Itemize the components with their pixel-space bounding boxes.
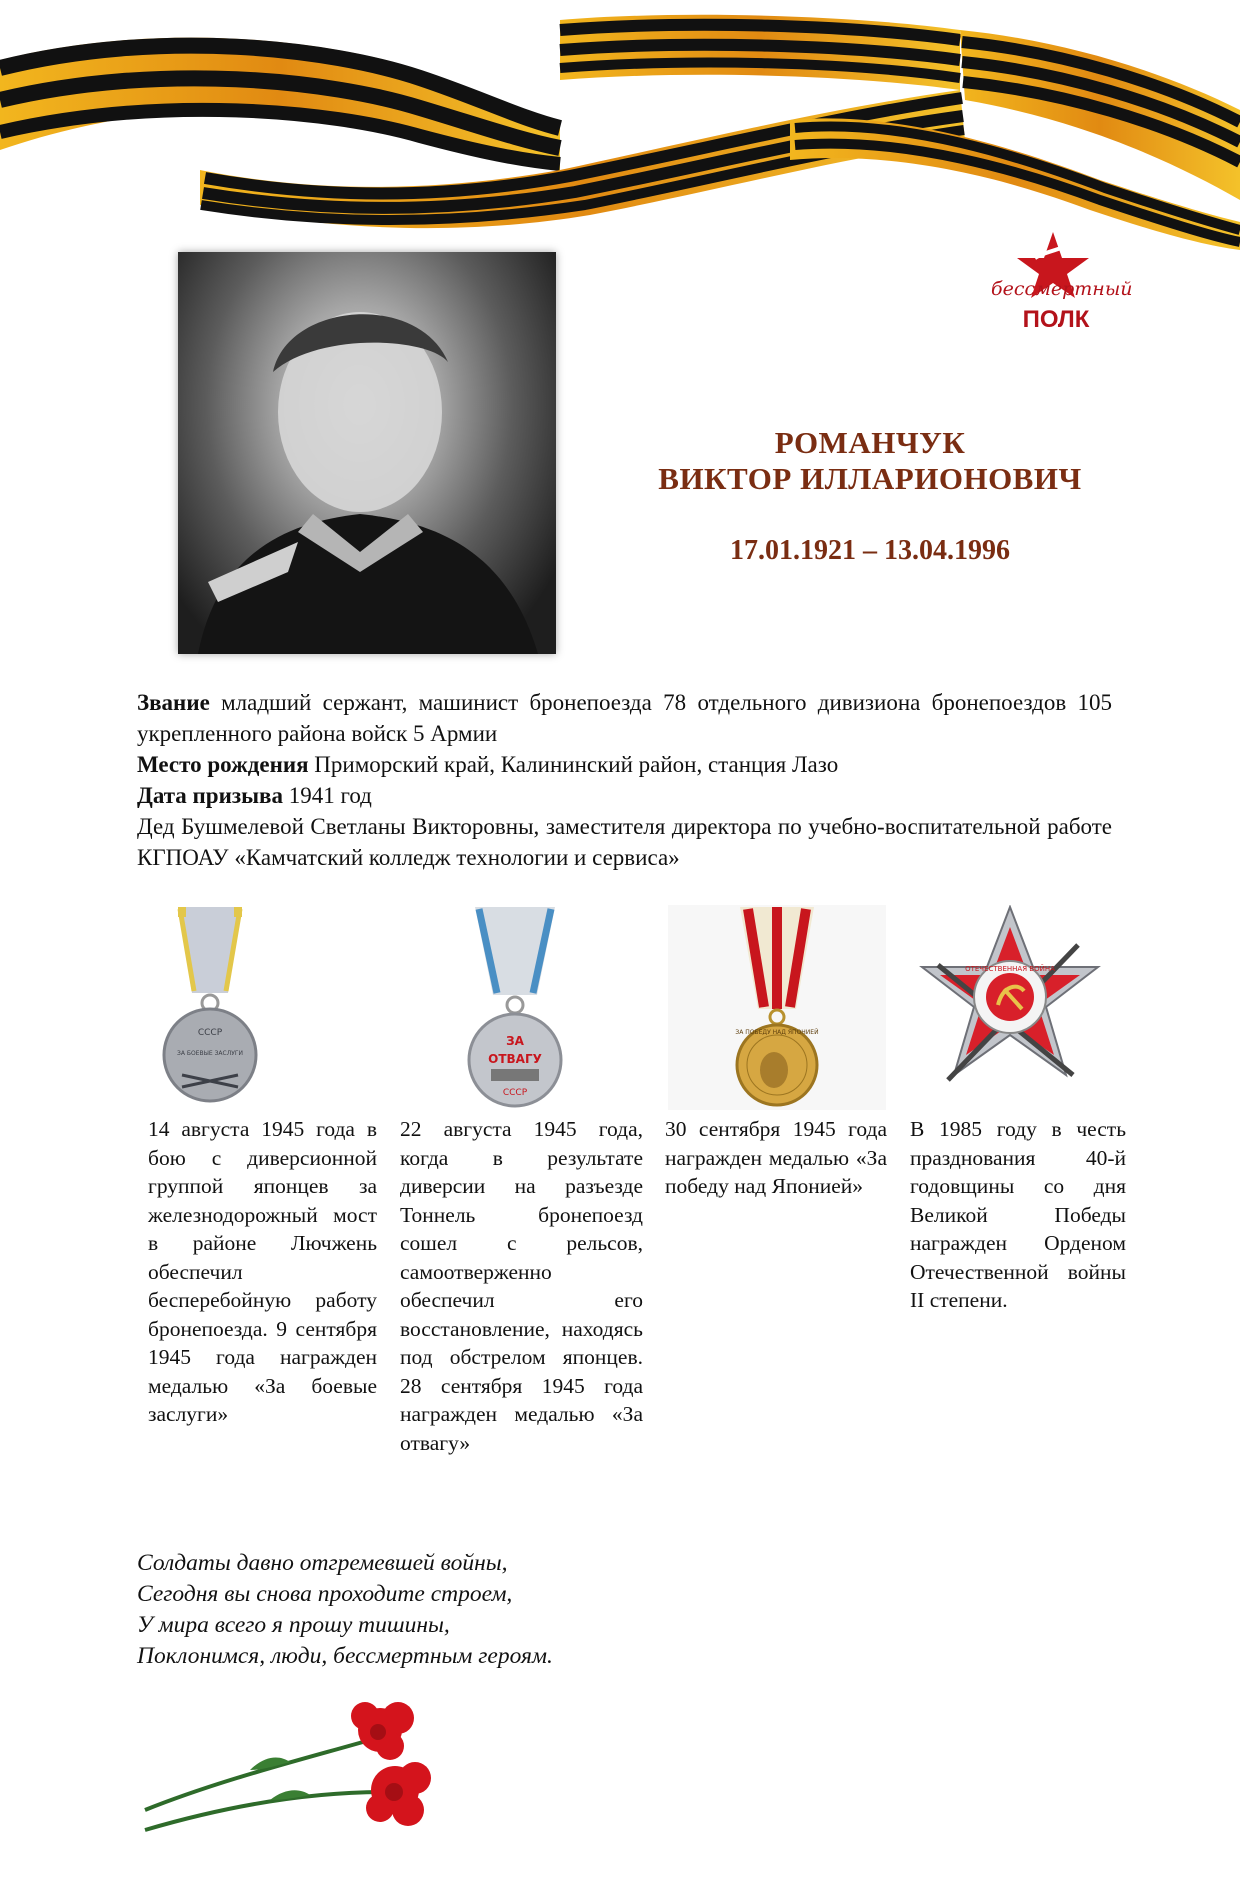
poem-line: Поклонимся, люди, бессмертным героям. <box>137 1643 553 1669</box>
poem-line: Солдаты давно отгремевшей войны, <box>137 1550 508 1576</box>
award-text-2: 22 августа 1945 года, когда в результате диверсии на разъезде Тоннель бронепоезд сошел с рельсов, самоотверженно обеспечил его восстановление, находясь под обстрелом японцев. 28 сентября 1945 года награжден медалью «За отвагу» <box>400 1117 643 1455</box>
order-patriotic-war-icon <box>908 905 1113 1110</box>
person-surname: РОМАНЧУК <box>774 425 966 460</box>
rank-value: младший сержант, машинист бронепоезда 78 отдельного дивизиона бронепоездов 105 укрепленного района войск 5 Армии <box>137 690 1112 746</box>
award-text-1: 14 августа 1945 года в бою с диверсионной группой японцев за железнодорожный мост в районе Лючжень обеспечил бесперебойную работу бронепоезда. 9 сентября 1945 года награжден медалью «За боевые заслуги» <box>148 1117 377 1426</box>
medal-combat-merit-icon <box>150 905 270 1110</box>
rank-line <box>137 687 1112 749</box>
award-text-3: 30 сентября 1945 года награжден медалью «За победу над Японией» <box>665 1117 887 1198</box>
logo-text-regiment: ПОЛК <box>1022 306 1090 333</box>
award-text-4: В 1985 году в честь празднования 40-й годовщины со дня Великой Победы награжден Орденом Отечественной войны II степени. <box>910 1117 1126 1312</box>
name-block <box>600 425 1140 567</box>
draft-line <box>137 780 1112 811</box>
birthplace-label: Место рождения <box>137 752 309 777</box>
medal-for-courage-icon <box>455 905 575 1110</box>
carnations-icon <box>140 1700 450 1850</box>
poem-line: Сегодня вы снова проходите строем, <box>137 1581 513 1607</box>
person-dates: 17.01.1921 – 13.04.1996 <box>730 535 1010 566</box>
portrait-silhouette <box>178 252 556 654</box>
biography-info <box>137 687 1112 873</box>
draft-label: Дата призыва <box>137 783 283 808</box>
medal1-caption: ЗА БОЕВЫЕ ЗАСЛУГИ <box>176 1050 244 1057</box>
rank-label: Звание <box>137 690 210 715</box>
birthplace-line <box>137 749 1112 780</box>
birthplace-value: Приморский край, Калининский район, станция Лазо <box>314 752 839 777</box>
portrait-photo <box>178 252 556 654</box>
relation-text: Дед Бушмелевой Светланы Викторовны, заместителя директора по учебно-воспитательной работе КГПОАУ «Камчатский колледж технологии и сервиса» <box>137 814 1112 870</box>
poem <box>137 1548 837 1672</box>
draft-value: 1941 год <box>288 783 372 808</box>
medal-victory-over-japan-icon <box>668 905 886 1110</box>
poem-line: У мира всего я прошу тишины, <box>137 1612 450 1638</box>
st-george-ribbon <box>0 0 1240 250</box>
person-name: ВИКТОР ИЛЛАРИОНОВИЧ <box>658 461 1082 496</box>
medal1-ussr: СССР <box>197 1028 223 1038</box>
immortal-regiment-logo <box>985 228 1133 353</box>
medal2-for: ЗА <box>506 1034 524 1048</box>
logo-text-immortal: бессмертный <box>991 278 1133 300</box>
medal3-caption: ЗА ПОБЕДУ НАД ЯПОНИЕЙ <box>735 1029 819 1036</box>
medal2-courage: ОТВАГУ <box>488 1052 542 1066</box>
medal2-ussr: СССР <box>502 1088 528 1098</box>
order-caption: ОТЕЧЕСТВЕННАЯ ВОЙНА <box>965 965 1055 973</box>
